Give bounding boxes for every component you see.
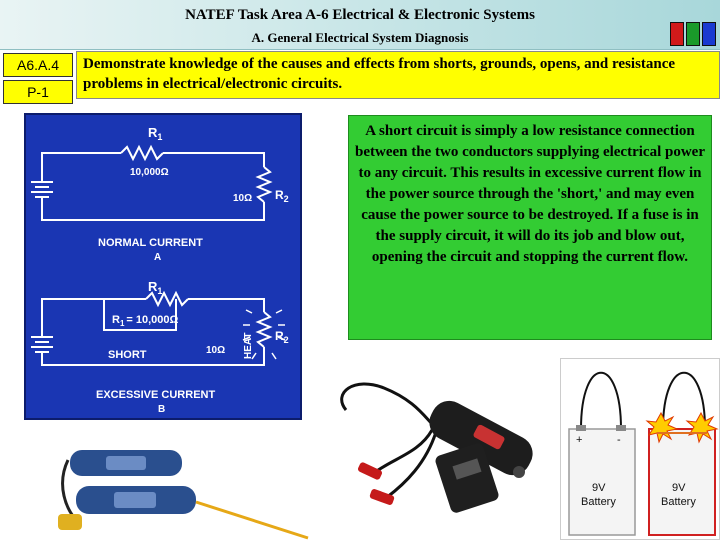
short-finder-tool-icon (314, 358, 558, 540)
r2-value-a: 10Ω (233, 193, 253, 204)
r2-value-b: 10Ω (206, 345, 226, 356)
caption-letter-a: A (154, 252, 162, 263)
short-circuit-description: A short circuit is simply a low resistance connection between the two conductors supplying electrical power to any circuit. This results in excessive current flow in the power source through the 'short,' and may even cause the power source to be destroyed. If a fuse is in the supply circuit, it will do its job and blow out, opening the circuit and stopping the current flow. (348, 115, 712, 340)
r1-equation-b: $R_1 = 10,000\Omega$ (112, 314, 179, 328)
battery-minus-label: - (617, 434, 621, 446)
caption-normal-current: NORMAL CURRENT (98, 237, 203, 249)
flag-green (686, 22, 700, 46)
caption-excessive-current: EXCESSIVE CURRENT (96, 389, 216, 401)
battery-comparison-photo (560, 358, 720, 540)
page-subtitle: A. General Electrical System Diagnosis (251, 30, 469, 45)
battery-wire-icon (581, 373, 621, 429)
page-title: NATEF Task Area A-6 Electrical & Electronic Systems (185, 7, 535, 23)
r1-label-b: $R_1$ (148, 279, 163, 296)
short-label: SHORT (108, 349, 147, 361)
battery-voltage-2: 9V (672, 482, 686, 494)
heat-label: HEAT (243, 332, 254, 359)
circuit-diagram (24, 113, 302, 420)
r1-value-a: 10,000Ω (130, 167, 169, 178)
flag-blue (702, 22, 716, 46)
circuit-diagram-svg (26, 115, 304, 422)
r2-label-b: $R_2$ (275, 329, 289, 345)
battery-plus-label: + (576, 434, 583, 446)
flag-icon (670, 22, 716, 46)
priority-badge: P-1 (3, 80, 73, 104)
r2-label-a: $R_2$ (275, 188, 289, 204)
short-finder-kit-icon (56, 430, 312, 540)
r1-label-a: $R_1$ (148, 125, 163, 142)
header-bar (0, 0, 720, 50)
battery-label-2: Battery (661, 496, 696, 508)
task-objective: Demonstrate knowledge of the causes and effects from shorts, grounds, opens, and resistance problems in electrical/electronic circuits. (76, 51, 720, 99)
battery-voltage-1: 9V (592, 482, 606, 494)
caption-letter-b: B (158, 404, 166, 415)
battery-label-1: Battery (581, 496, 616, 508)
task-code-badge: A6.A.4 (3, 53, 73, 77)
flag-red (670, 22, 684, 46)
